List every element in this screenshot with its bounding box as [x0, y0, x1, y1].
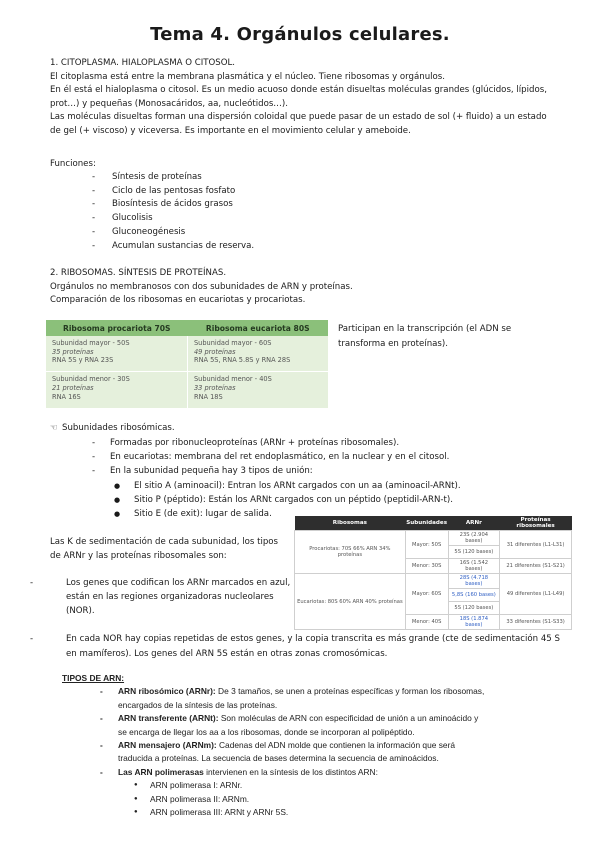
table-cell: RNA 16S [52, 392, 81, 401]
list-item: - Ciclo de las pentosas fosfato [92, 185, 254, 199]
table-cell: Menor: 30S [405, 559, 448, 574]
list-item: - En cada NOR hay copias repetidas de estos genes, y la copia transcrita es más grande (cte de sedimentación 45 S en mamíferos). Los genes del ARN 5S están en otras zonas cromosómicas. [30, 632, 570, 661]
table-header: Ribosoma eucariota 80S [187, 320, 328, 336]
paragraph: Las K de sedimentación de cada subunidad, los tipos de ARNr y las proteínas ribosomales son: [50, 537, 279, 562]
table-cell: 35 proteínas [52, 347, 94, 356]
list-item: - Acumulan sustancias de reserva. [92, 240, 254, 254]
table-cell: Subunidad mayor - 50S [52, 339, 130, 347]
list-item: - Formadas por ribonucleoproteínas (ARNr + proteínas ribosomales). [92, 436, 461, 450]
list-item: - En eucariotas: membrana del ret endoplasmático, en la nuclear y en el citosol. [92, 450, 461, 464]
side-note: Participan en la transcripción (el ADN se transforma en proteínas). [338, 324, 512, 349]
list-item: - En la subunidad pequeña hay 3 tipos de unión: [92, 464, 461, 478]
table-cell: 5,8S (160 bases) [448, 589, 500, 602]
definition: De 3 tamaños, se unen a proteínas específicas y forman los ribosomas, [215, 686, 485, 697]
list-item-continuation: encargados de la síntesis de las proteínas. [118, 699, 278, 710]
table-cell: Subunidad menor - 40S [193, 375, 272, 384]
list-item [62, 766, 562, 779]
table-cell: RNA 5S y RNA 23S [52, 356, 114, 365]
table-cell: 16S (1.542 bases) [448, 559, 500, 574]
list-item: ● Sitio E (de exit): lugar de salida. [92, 507, 461, 521]
section-citoplasma [50, 57, 560, 139]
paragraph: Orgánulos no membranosos con dos subunidades de ARN y proteínas. [50, 281, 353, 292]
section-heading: 2. RIBOSOMAS. SÍNTESIS DE PROTEÍNAS. [50, 268, 227, 278]
list-item: - Biosíntesis de ácidos grasos [92, 198, 254, 212]
list-item [62, 685, 562, 698]
heading-text: Subunidades ribosómicas. [62, 423, 175, 433]
table-cell: Subunidad menor - 30S [52, 375, 130, 384]
table-header: Ribosomas [295, 516, 406, 531]
table-cell: 21 diferentes (S1-S21) [500, 559, 572, 574]
list-item: - Los genes que codifican los ARNr marcados en azul, están en las regiones organizadoras nucleolares (NOR). [30, 576, 292, 619]
table-cell: Procariotas: 70S 66% ARN 34% proteínas [295, 531, 406, 574]
table-cell: RNA 18S [193, 392, 223, 401]
definition: Son moléculas de ARN con especificidad de unión a un aminoácido y [218, 713, 479, 724]
paragraph: Las moléculas disueltas forman una dispersión coloidal que puede pasar de un estado de sol (+ fluido) a un estado de gel (+ viscoso) y viceversa. Es importante en el movimiento celular y ameboide. [50, 112, 547, 136]
table-cell: 5S (120 bases) [448, 546, 500, 559]
table-cell: RNA 5S, RNA 5.8S y RNA 28S [193, 356, 291, 365]
table-cell: 49 proteínas [193, 347, 236, 356]
list-item-continuation: traducida a proteínas. La secuencia de bases determina la secuencia de aminoácidos. [118, 753, 439, 764]
list-item: ● ARN polimerasa III: ARNt y ARNr 5S. [62, 806, 562, 819]
table-cell: Mayor: 60S [405, 574, 448, 615]
term: ARN transferente (ARNt): [118, 713, 219, 724]
table-row [46, 372, 328, 409]
term: ARN ribosómico (ARNr): [118, 686, 216, 697]
list-item: - Gluconeogénesis [92, 226, 254, 240]
tipos-arn [62, 672, 562, 819]
funciones-list [92, 171, 254, 253]
table-row [295, 531, 572, 546]
page-title: Tema 4. Orgánulos celulares. [150, 24, 450, 45]
definition: Cadenas del ADN molde que contienen la información que será [216, 740, 456, 751]
table-row [46, 336, 328, 372]
paragraph: Comparación de los ribosomas en eucariotas y procariotas. [50, 295, 306, 306]
genes-note [30, 576, 292, 619]
list-item: ● ARN polimerasa II: ARNm. [62, 793, 562, 806]
section-heading: 1. CITOPLASMA. HIALOPLASMA O CITOSOL. [50, 58, 236, 68]
table-header: ARNr [448, 516, 500, 531]
list-item [62, 712, 562, 725]
nor-note [30, 632, 570, 661]
table-cell: 5S (120 bases) [448, 602, 500, 615]
table-row [295, 574, 572, 589]
table-cell: Subunidad mayor - 60S [193, 339, 272, 347]
section-ribosomas [50, 267, 560, 308]
definition: intervienen en la síntesis de los distintos ARN: [203, 766, 378, 777]
list-item [62, 739, 562, 752]
ribosome-comparison-table [46, 320, 328, 409]
table-header: Ribosoma procariota 70S [46, 320, 187, 336]
list-item: ● Sitio P (péptido): Están los ARNt cargados con un péptido (peptidil-ARN-t). [92, 493, 461, 507]
paragraph: El citoplasma está entre la membrana plasmática y el núcleo. Tiene ribosomas y orgánulos. [50, 71, 446, 82]
table-cell: 21 proteínas [52, 384, 94, 393]
list-item: - Síntesis de proteínas [92, 171, 254, 185]
term: Las ARN polimerasas [118, 766, 204, 777]
section-heading: TIPOS DE ARN: [62, 673, 125, 683]
table-cell: Menor: 40S [405, 615, 448, 630]
list-item: ● ARN polimerasa I: ARNr. [62, 779, 562, 792]
table-header: Subunidades [405, 516, 448, 531]
table-cell: 33 diferentes (S1-S33) [500, 615, 572, 630]
list-item: ● El sitio A (aminoacil): Entran los ARNt cargados con un aa (aminoacil-ARNt). [92, 479, 461, 493]
table-cell: 33 proteínas [193, 384, 236, 393]
pointing-hand-icon: ☜ [50, 423, 58, 433]
table-cell: 31 diferentes (L1-L31) [500, 531, 572, 559]
funciones-label: Funciones: [50, 159, 96, 169]
table-cell: 49 diferentes (L1-L49) [500, 574, 572, 615]
list-item-continuation: se encarga de llegar los aa a los ribosomas, donde se incorporan al polipéptido. [118, 726, 415, 737]
ribosome-composition-table [294, 516, 572, 630]
paragraph: En él está el hialoplasma o citosol. Es un medio acuoso donde están disueltas moléculas grandes (glúcidos, lípidos, prot…) y pequeñas (Monosacáridos, aa, nucleótidos…). [50, 85, 547, 109]
subunidades-list [92, 436, 461, 521]
term: ARN mensajero (ARNm): [118, 740, 217, 751]
list-item: - Glucolisis [92, 212, 254, 226]
subunidades-heading [50, 423, 175, 433]
table-cell: 23S (2.904 bases) [448, 531, 500, 546]
table-cell: Mayor: 50S [405, 531, 448, 559]
table-cell: 18S (1.874 bases) [448, 615, 500, 630]
table-cell: Eucariotas: 80S 60% ARN 40% proteínas [295, 574, 406, 630]
table-cell: 28S (4.718 bases) [448, 574, 500, 589]
table-header: Proteínas ribosomales [500, 516, 572, 531]
